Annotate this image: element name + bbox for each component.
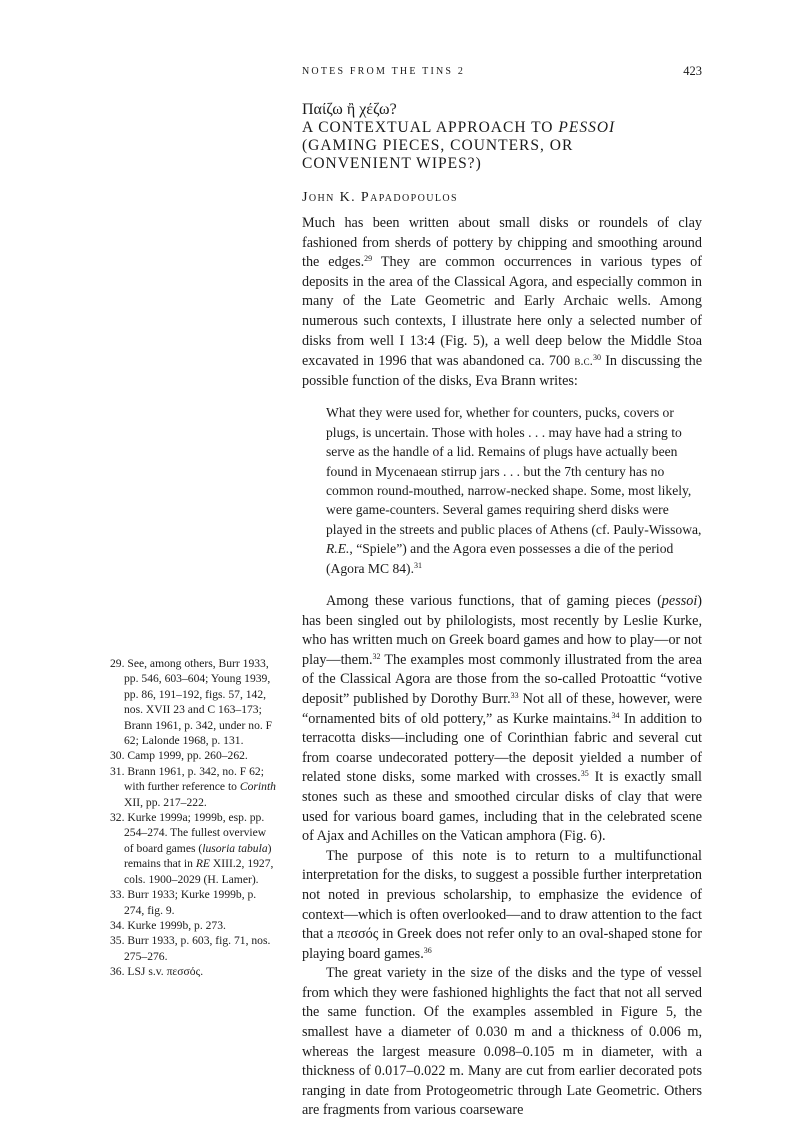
- p2-text-c: The examples most commonly illustrated from the area of the Classical Agora are those from the so-called Protoattic “votive deposit” published by Dorothy Burr.: [302, 651, 702, 707]
- footnote-32: [110, 810, 278, 887]
- footnotes: [110, 656, 278, 980]
- footnote-ref-29[interactable]: 29: [364, 254, 373, 264]
- paragraph-2: [302, 592, 702, 847]
- quote-text-a: What they were used for, whether for counters, pucks, covers or plugs, is uncertain. Those with holes . . . may have had a string to serve as the handle of a lid. Remains of plugs have actually been found in Mycenaean stirrup jars . . . but the 7th century has no common round-mouthed, narrow-necked shape. Some, most likely, were game-counters. Several games requiring sherd disks were played in the streets and public places of Athens (cf. Pauly-Wissowa,: [326, 405, 702, 537]
- quote-text-b: , “Spiele”) and the Agora even possesses a die of the period (Agora MC 84).: [326, 541, 674, 576]
- p3-text-b: in Greek does not refer only to an oval-shaped stone for playing board games.: [302, 926, 702, 962]
- title-line-2: (GAMING PIECES, COUNTERS, OR: [302, 137, 574, 154]
- p2-text-d: Not all of these, however, were “ornamented bits of old pottery,” as Kurke maintains.: [302, 690, 702, 727]
- article-title: [302, 101, 702, 173]
- title-pessoi: PESSOI: [558, 119, 616, 136]
- p2-pessoi-italic: pessoi: [661, 593, 698, 609]
- footnote-33: 33. Burr 1933; Kurke 1999b, p. 274, fig. 9.: [110, 888, 257, 917]
- footnote-30: 30. Camp 1999, pp. 260–262.: [110, 749, 248, 763]
- fn32-re-italic: RE: [195, 857, 210, 871]
- p3-greek-word: πεσσός: [337, 926, 379, 943]
- main-text: [302, 214, 702, 1121]
- footnote-ref-34[interactable]: 34: [611, 710, 620, 720]
- bc-abbrev: b.c.: [574, 353, 593, 369]
- footnote-29: 29. See, among others, Burr 1933, pp. 546, 603–604; Young 1939, pp. 86, 191–192, figs. 57, 142, nos. XVII 23 and C 163–173; Brann 1961, p. 342, under no. F 62; Lalonde 1968, p. 131.: [110, 657, 273, 748]
- footnote-ref-33[interactable]: 33: [510, 690, 519, 700]
- title-line-1-text: A CONTEXTUAL APPROACH TO: [302, 119, 554, 136]
- fn31-text-b: XII, pp. 217–222.: [124, 795, 207, 809]
- footnote-ref-30[interactable]: 30: [592, 353, 601, 363]
- title-line-1: [302, 119, 702, 137]
- author-name: John K. Papadopoulos: [302, 190, 458, 205]
- paragraph-1: [302, 214, 702, 391]
- title-greek: Παίζω ἢ χέζω?: [302, 101, 397, 118]
- fn31-italic: Corinth: [239, 780, 276, 794]
- paragraph-4: The great variety in the size of the disks and the type of vessel from which they were fashioned highlights the fact that not all served the same function. Of the examples assembled in Figure 5, the smallest have a diameter of 0.030 m and a thickness of 0.006 m, whereas the largest measure 0.098–0.105 m in diameter, with a thickness of 0.017–0.022 m. Many are cut from earlier decorated pots ranging in date from Protogeometric through Late Geometric. Others are fragments from various coarseware: [302, 965, 702, 1119]
- footnote-ref-31[interactable]: 31: [413, 560, 422, 570]
- fn31-text-a: 31. Brann 1961, p. 342, no. F 62; with further reference to: [110, 764, 264, 794]
- p1-text-c: In discussing the possible function of the disks, Eva Brann writes:: [302, 353, 702, 389]
- page-number: 423: [683, 64, 702, 78]
- p2-text-a: Among these various functions, that of gaming pieces (: [326, 593, 662, 609]
- running-head: NOTES FROM THE TINS 2: [302, 66, 466, 77]
- footnote-36: 36. LSJ s.v. πεσσός.: [110, 965, 204, 979]
- fn32-text-a: 32. Kurke 1999a; 1999b, esp. pp. 254–274. The fullest overview of board games (: [110, 811, 267, 855]
- quote-re-italic: R.E.: [326, 541, 350, 557]
- footnote-ref-32[interactable]: 32: [372, 651, 381, 661]
- p1-text-a: Much has been written about small disks or roundels of clay fashioned from sherds of pottery by chipping and smoothing around the edges.: [302, 215, 702, 271]
- p2-text-e: In addition to terracotta disks—including one of Corinthian fabric and several cut from coarse undecorated pottery—the deposit yielded a number of related stone disks, some marked with crosses.: [302, 710, 702, 786]
- footnote-ref-35[interactable]: 35: [580, 769, 589, 779]
- footnote-31: [110, 764, 278, 810]
- p2-text-f: It is exactly small stones such as these and smoothed circular disks of clay that were used for various board games, including that in the celebrated scene of Ajax and Achilles on the Vatican amphora (Fig. 6).: [302, 769, 702, 845]
- p1-text-b: They are common occurrences in various types of deposits in the area of the Classical Agora, and especially common in many of the Late Geometric and Early Archaic wells. Among numerous such contexts, I illustrate here only a selected number of disks from well I 13:4 (Fig. 5), a well deep below the Middle Stoa excavated in 1996 that was abandoned ca. 700: [302, 254, 703, 370]
- fn32-text-b: ) remains that in: [124, 841, 272, 871]
- paragraph-3: [302, 847, 702, 965]
- fn32-italic: lusoria tabula: [202, 841, 268, 855]
- block-quote: [326, 403, 702, 578]
- p2-text-b: ) has been singled out by philologists, most recently by Leslie Kurke, who has written much on Greek board games and how to play—or not play—them.: [302, 593, 702, 668]
- p3-text-a: The purpose of this note is to return to a multifunctional interpretation for the disks, to suggest a possible further interpretation not noted in previous scholarship, to emphasize the evidence of context—which is often overlooked—and to draw attention to the fact that a: [302, 847, 702, 943]
- footnote-ref-36[interactable]: 36: [423, 945, 432, 955]
- fn32-text-c: XIII.2, 1927, cols. 1900–2029 (H. Lamer).: [124, 857, 274, 886]
- footnote-34: 34. Kurke 1999b, p. 273.: [110, 918, 226, 932]
- title-line-3: CONVENIENT WIPES?): [302, 155, 482, 172]
- footnote-35: 35. Burr 1933, p. 603, fig. 71, nos. 275–276.: [110, 934, 271, 963]
